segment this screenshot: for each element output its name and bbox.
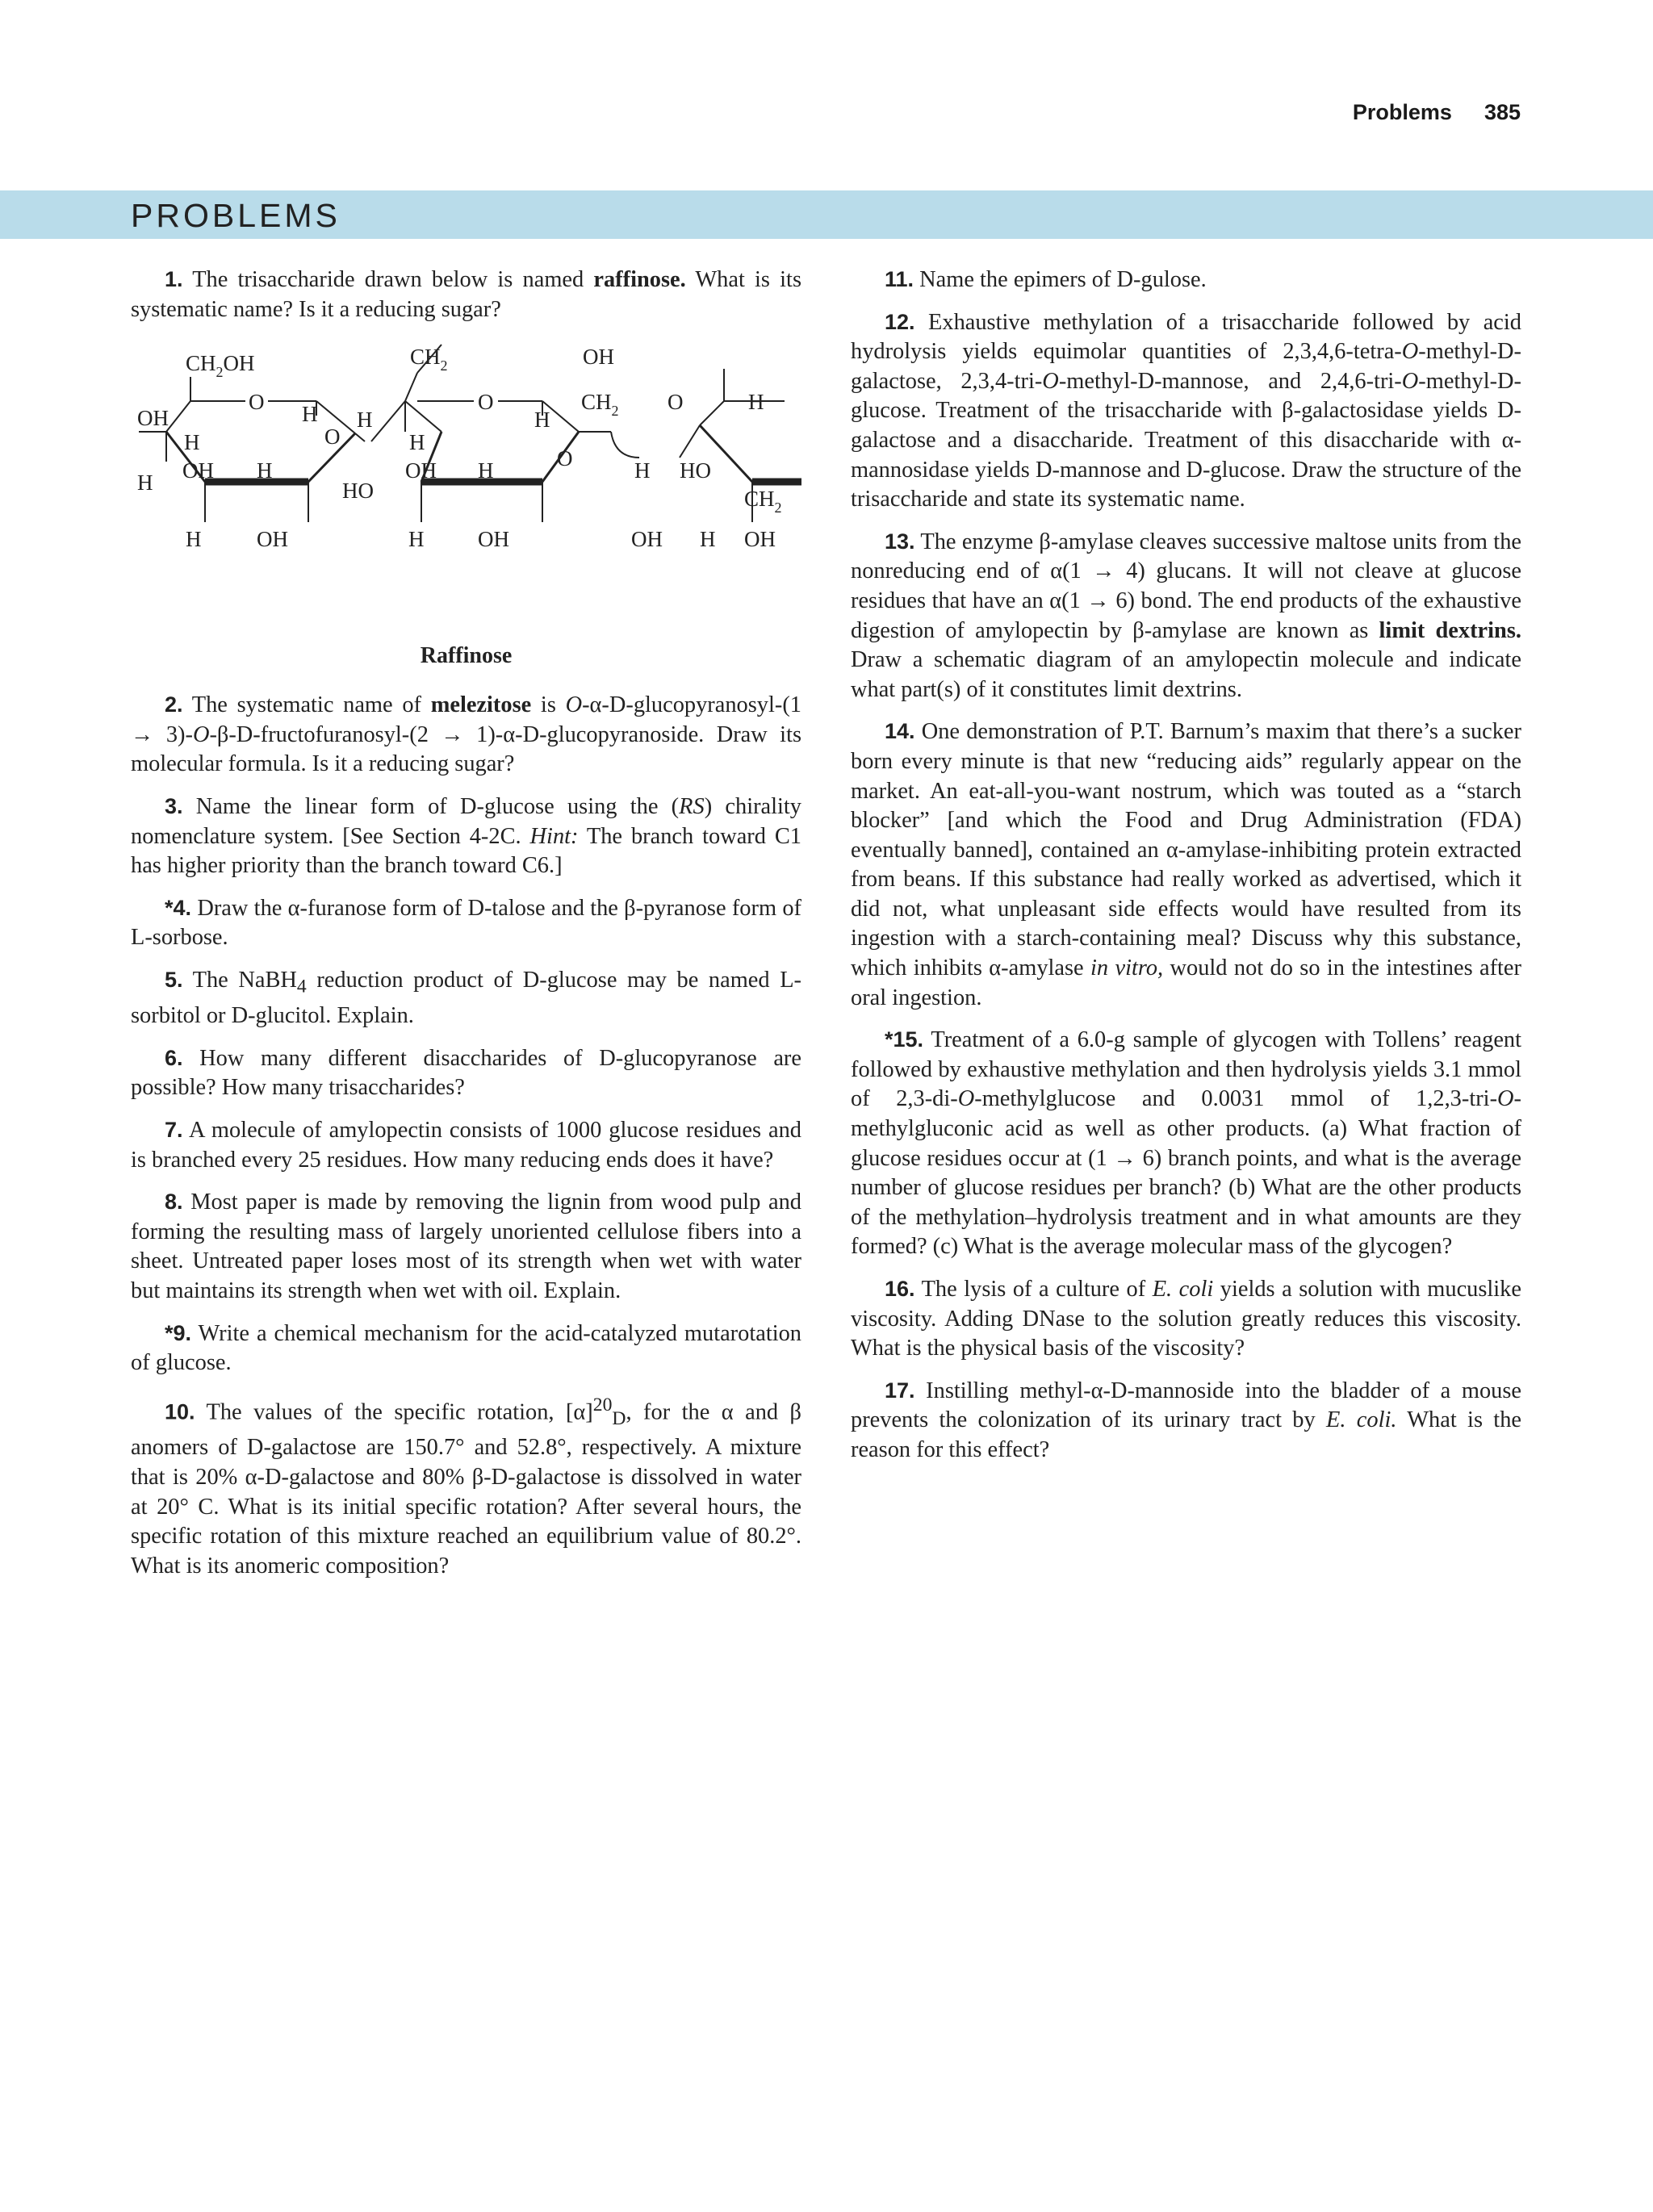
- atom-label: OH: [478, 527, 509, 552]
- section-banner: [0, 190, 1653, 239]
- problem-text: Draw the α-furanose form of D-talose and the β-pyranose form of L-sorbose.: [131, 895, 801, 951]
- svg-text:CH2OH: [186, 351, 255, 380]
- running-head-section: Problems: [1352, 100, 1452, 124]
- running-head: [1353, 100, 1521, 125]
- problem-text: limit dextrins.: [1379, 617, 1521, 643]
- atom-label: OH: [744, 527, 776, 552]
- problem-text: The enzyme β-amylase cleaves successive maltose units from the nonreducing end of α(1 → 4) glucans. It will not cleave at glucose residues that have an α(1 → 6) bond. The end products of the exhaustive digestion of amylopectin by β-amylase are known as: [851, 529, 1521, 643]
- problem-text: O: [1401, 339, 1419, 365]
- problem-text: Write a chemical mechanism for the acid-catalyzed mutarotation of glucose.: [131, 1320, 801, 1376]
- problem-text: melezitose: [430, 692, 532, 718]
- atom-label: OH: [583, 345, 614, 370]
- problem-17: [851, 1376, 1521, 1466]
- atom-label: 2: [440, 358, 448, 374]
- atom-label: OH: [137, 406, 169, 431]
- problem-text: Most paper is made by removing the lignin from wood pulp and forming the resulting mass of largely unoriented cellulose fibers into a sheet. Untreated paper loses most of its strength when wet with water but maintains its strength when wet with oil. Explain.: [131, 1190, 801, 1303]
- problem-7: [131, 1115, 801, 1175]
- problem-number: 11.: [885, 267, 914, 291]
- problem-number: *4.: [165, 895, 192, 920]
- left-column: [131, 265, 801, 1593]
- atom-label: H: [700, 527, 716, 552]
- problem-text: D: [612, 1407, 626, 1429]
- atom-label: O: [478, 390, 494, 415]
- problem-text: would not do so in the intestines after oral ingestion.: [851, 955, 1521, 1010]
- problem-text: 4: [296, 976, 307, 997]
- problem-text: -methyl-D-mannose, and 2,4,6-tri-: [1058, 368, 1402, 394]
- atom-label: O: [667, 390, 684, 415]
- problem-text: O: [1497, 1086, 1514, 1112]
- problem-text: Draw a schematic diagram of an amylopectin molecule and indicate what part(s) of it constitutes limit dextrins.: [851, 647, 1521, 702]
- problem-3: [131, 792, 801, 881]
- problem-13: [851, 527, 1521, 705]
- atom-label: H: [257, 458, 273, 483]
- atom-label: H: [357, 408, 373, 433]
- problem-number: *15.: [885, 1027, 924, 1052]
- atom-label: OH: [631, 527, 663, 552]
- problem-text: The branch toward C1 has higher priority than the branch toward C6.]: [131, 823, 801, 879]
- problem-text: The lysis of a culture of: [921, 1277, 1153, 1302]
- right-column: [851, 265, 1521, 1478]
- problem-14: [851, 717, 1521, 1013]
- figure-caption: Raffinose: [420, 643, 513, 669]
- problem-8: [131, 1187, 801, 1306]
- atom-label: OH: [257, 527, 288, 552]
- problem-number: 14.: [885, 719, 915, 744]
- problem-text: What is its systematic name? Is it a reducing sugar?: [131, 267, 801, 322]
- atom-label: O: [249, 390, 265, 415]
- atom-label: H: [634, 458, 651, 483]
- atom-label: H: [302, 402, 318, 427]
- atom-label: OH: [182, 458, 214, 483]
- problem-text: O: [192, 721, 210, 747]
- problem-number: 5.: [165, 967, 183, 992]
- problem-text: What is the reason for this effect?: [851, 1407, 1521, 1462]
- problem-text: Hint:: [529, 823, 579, 849]
- problem-text: O: [565, 692, 583, 718]
- problem-text: , for the α and β anomers of D-galactose are 150.7° and 52.8°, respectively. A mixture that is 20% α-D-galactose and 80% β-D-galactose is dissolved in water at 20° C. What is its initial specific rotation? After several hours, the specific rotation of this mixture reached an equilibrium value of 80.2°. What is its anomeric composition?: [131, 1399, 801, 1579]
- atom-label: HO: [680, 458, 711, 483]
- problem-11: [851, 265, 1521, 295]
- problem-2: [131, 690, 801, 780]
- problem-number: 3.: [165, 793, 183, 818]
- svg-text:CH2: [410, 345, 448, 374]
- raffinose-diagram: [131, 337, 801, 635]
- section-title: PROBLEMS: [131, 197, 341, 234]
- atom-label: 2: [774, 500, 782, 516]
- atom-label: H: [478, 458, 494, 483]
- atom-label: H: [409, 430, 425, 455]
- problem-12: [851, 307, 1521, 515]
- problem-text: reduction product of D-glucose may be named L-sorbitol or D-glucitol. Explain.: [131, 967, 801, 1029]
- atom-label: OH: [405, 458, 437, 483]
- problem-text: The NaBH: [192, 967, 297, 993]
- problem-text: E. coli.: [1326, 1407, 1397, 1433]
- atom-label: H: [408, 527, 425, 552]
- problem-text: O: [1042, 368, 1059, 394]
- problem-text: One demonstration of P.T. Barnum’s maxim that there’s a sucker born every minute is that new “reducing aids” regularly appear on the market. An eat-all-you-want nostrum, which was touted as a “starch blocker” [and which the Food and Drug Administration (FDA) eventually banned], contained an α-amylase-inhibiting protein extracted from beans. If this substance had really worked as advertised, which it did not, what unpleasant side effects would have resulted from its ingestion with a starch-containing meal? Discuss why this substance, which inhibits α-amylase: [851, 719, 1521, 981]
- svg-text:CH2: [581, 390, 619, 419]
- problem-number: 2.: [165, 692, 183, 717]
- problem-15: [851, 1025, 1521, 1262]
- problem-text: O: [957, 1086, 975, 1112]
- problem-text: The values of the specific rotation, [α]: [206, 1399, 593, 1425]
- page-number: 385: [1484, 100, 1521, 124]
- atom-label: H: [186, 527, 202, 552]
- problem-4: [131, 893, 801, 953]
- problem-text: raffinose.: [593, 267, 686, 292]
- atom-label: H: [137, 470, 153, 496]
- problem-text: -methyl-D-glucose. Treatment of the trisaccharide with β-galactosidase yields D-galactose and a disaccharide. Treatment of this disaccharide with α-mannosidase yields D-mannose and D-glucose. Draw the structure of the trisaccharide and state its systematic name.: [851, 368, 1521, 512]
- atom-label: 2: [216, 364, 224, 381]
- problem-5: [131, 965, 801, 1031]
- problem-number: 7.: [165, 1117, 183, 1142]
- problem-text: is: [531, 692, 566, 718]
- atom-label: CH: [744, 487, 775, 512]
- problem-text: yields a solution with mucuslike viscosity. Adding DNase to the solution greatly reduces this viscosity. What is the physical basis of the viscosity?: [851, 1277, 1521, 1361]
- atom-label: 2: [611, 403, 619, 420]
- problem-10: [131, 1390, 801, 1582]
- problem-text: The systematic name of: [191, 692, 431, 718]
- atom-label: H: [534, 408, 550, 433]
- svg-text:CH2: [744, 487, 782, 516]
- atom-label: CH: [186, 351, 216, 376]
- problem-text: O: [1401, 368, 1419, 394]
- atom-label: O: [557, 446, 573, 471]
- problem-text: 20: [592, 1394, 613, 1415]
- problem-text: -α-D-glucopyranosyl-(1 → 3)-: [131, 692, 801, 747]
- problem-16: [851, 1274, 1521, 1364]
- problem-text: A molecule of amylopectin consists of 1000 glucose residues and is branched every 25 residues. How many reducing ends does it have?: [131, 1117, 801, 1173]
- problem-text: How many different disaccharides of D-glucopyranose are possible? How many trisaccharides?: [131, 1045, 801, 1101]
- problem-number: 17.: [885, 1378, 915, 1403]
- problem-text: ) chirality nomenclature system. [See Section 4-2C.: [131, 793, 801, 849]
- problem-text: Name the linear form of D-glucose using the (: [195, 793, 680, 819]
- problem-number: 12.: [885, 309, 915, 334]
- problem-text: Instilling methyl-α-D-mannoside into the bladder of a mouse prevents the colonization of its urinary tract by: [851, 1378, 1521, 1433]
- problem-number: *9.: [165, 1320, 192, 1345]
- problem-text: Name the epimers of D-gulose.: [919, 267, 1207, 292]
- problem-text: The trisaccharide drawn below is named: [192, 267, 594, 292]
- atom-label: H: [184, 430, 200, 455]
- atom-label: OH: [223, 351, 255, 376]
- problem-text: -methylglucose and 0.0031 mmol of 1,2,3-tri-: [974, 1086, 1498, 1112]
- problem-1: [131, 265, 801, 324]
- problem-number: 16.: [885, 1277, 915, 1301]
- problem-text: Exhaustive methylation of a trisaccharide followed by acid hydrolysis yields equimolar quantities of 2,3,4,6-tetra-: [851, 309, 1521, 365]
- problem-text: -methylgluconic acid as well as other products. (a) What fraction of glucose residues occur at (1 → 6) branch points, and what is the average number of glucose residues per branch? (b) What are the other products of the methylation–hydrolysis treatment and in what amounts are they formed? (c) What is the average molecular mass of the glycogen?: [851, 1086, 1522, 1260]
- problem-text: -β-D-fructofuranosyl-(2 → 1)-α-D-glucopyranoside. Draw its molecular formula. Is it a reducing sugar?: [131, 721, 802, 777]
- problem-number: 8.: [165, 1190, 183, 1215]
- problem-text: E. coli: [1152, 1277, 1214, 1302]
- problem-number: 1.: [165, 267, 183, 291]
- raffinose-structure-figure: [131, 337, 801, 675]
- atom-label: O: [324, 424, 341, 450]
- atom-label: H: [748, 390, 764, 415]
- problem-number: 6.: [165, 1045, 183, 1070]
- problem-text: -methyl-D-galactose, 2,3,4-tri-: [851, 339, 1521, 394]
- problem-text: in vitro,: [1090, 955, 1164, 981]
- atom-label: CH: [581, 390, 612, 415]
- problem-text: Treatment of a 6.0-g sample of glycogen with Tollens’ reagent followed by exhaustive methylation and then hydrolysis yields 3.1 mmol of 2,3-di-: [851, 1027, 1522, 1112]
- atom-label: HO: [342, 479, 374, 504]
- problem-9: [131, 1319, 801, 1378]
- problem-number: 13.: [885, 529, 915, 554]
- problem-6: [131, 1043, 801, 1103]
- problem-number: 10.: [165, 1399, 195, 1424]
- atom-label: CH: [410, 345, 441, 370]
- problem-text: RS: [679, 793, 705, 819]
